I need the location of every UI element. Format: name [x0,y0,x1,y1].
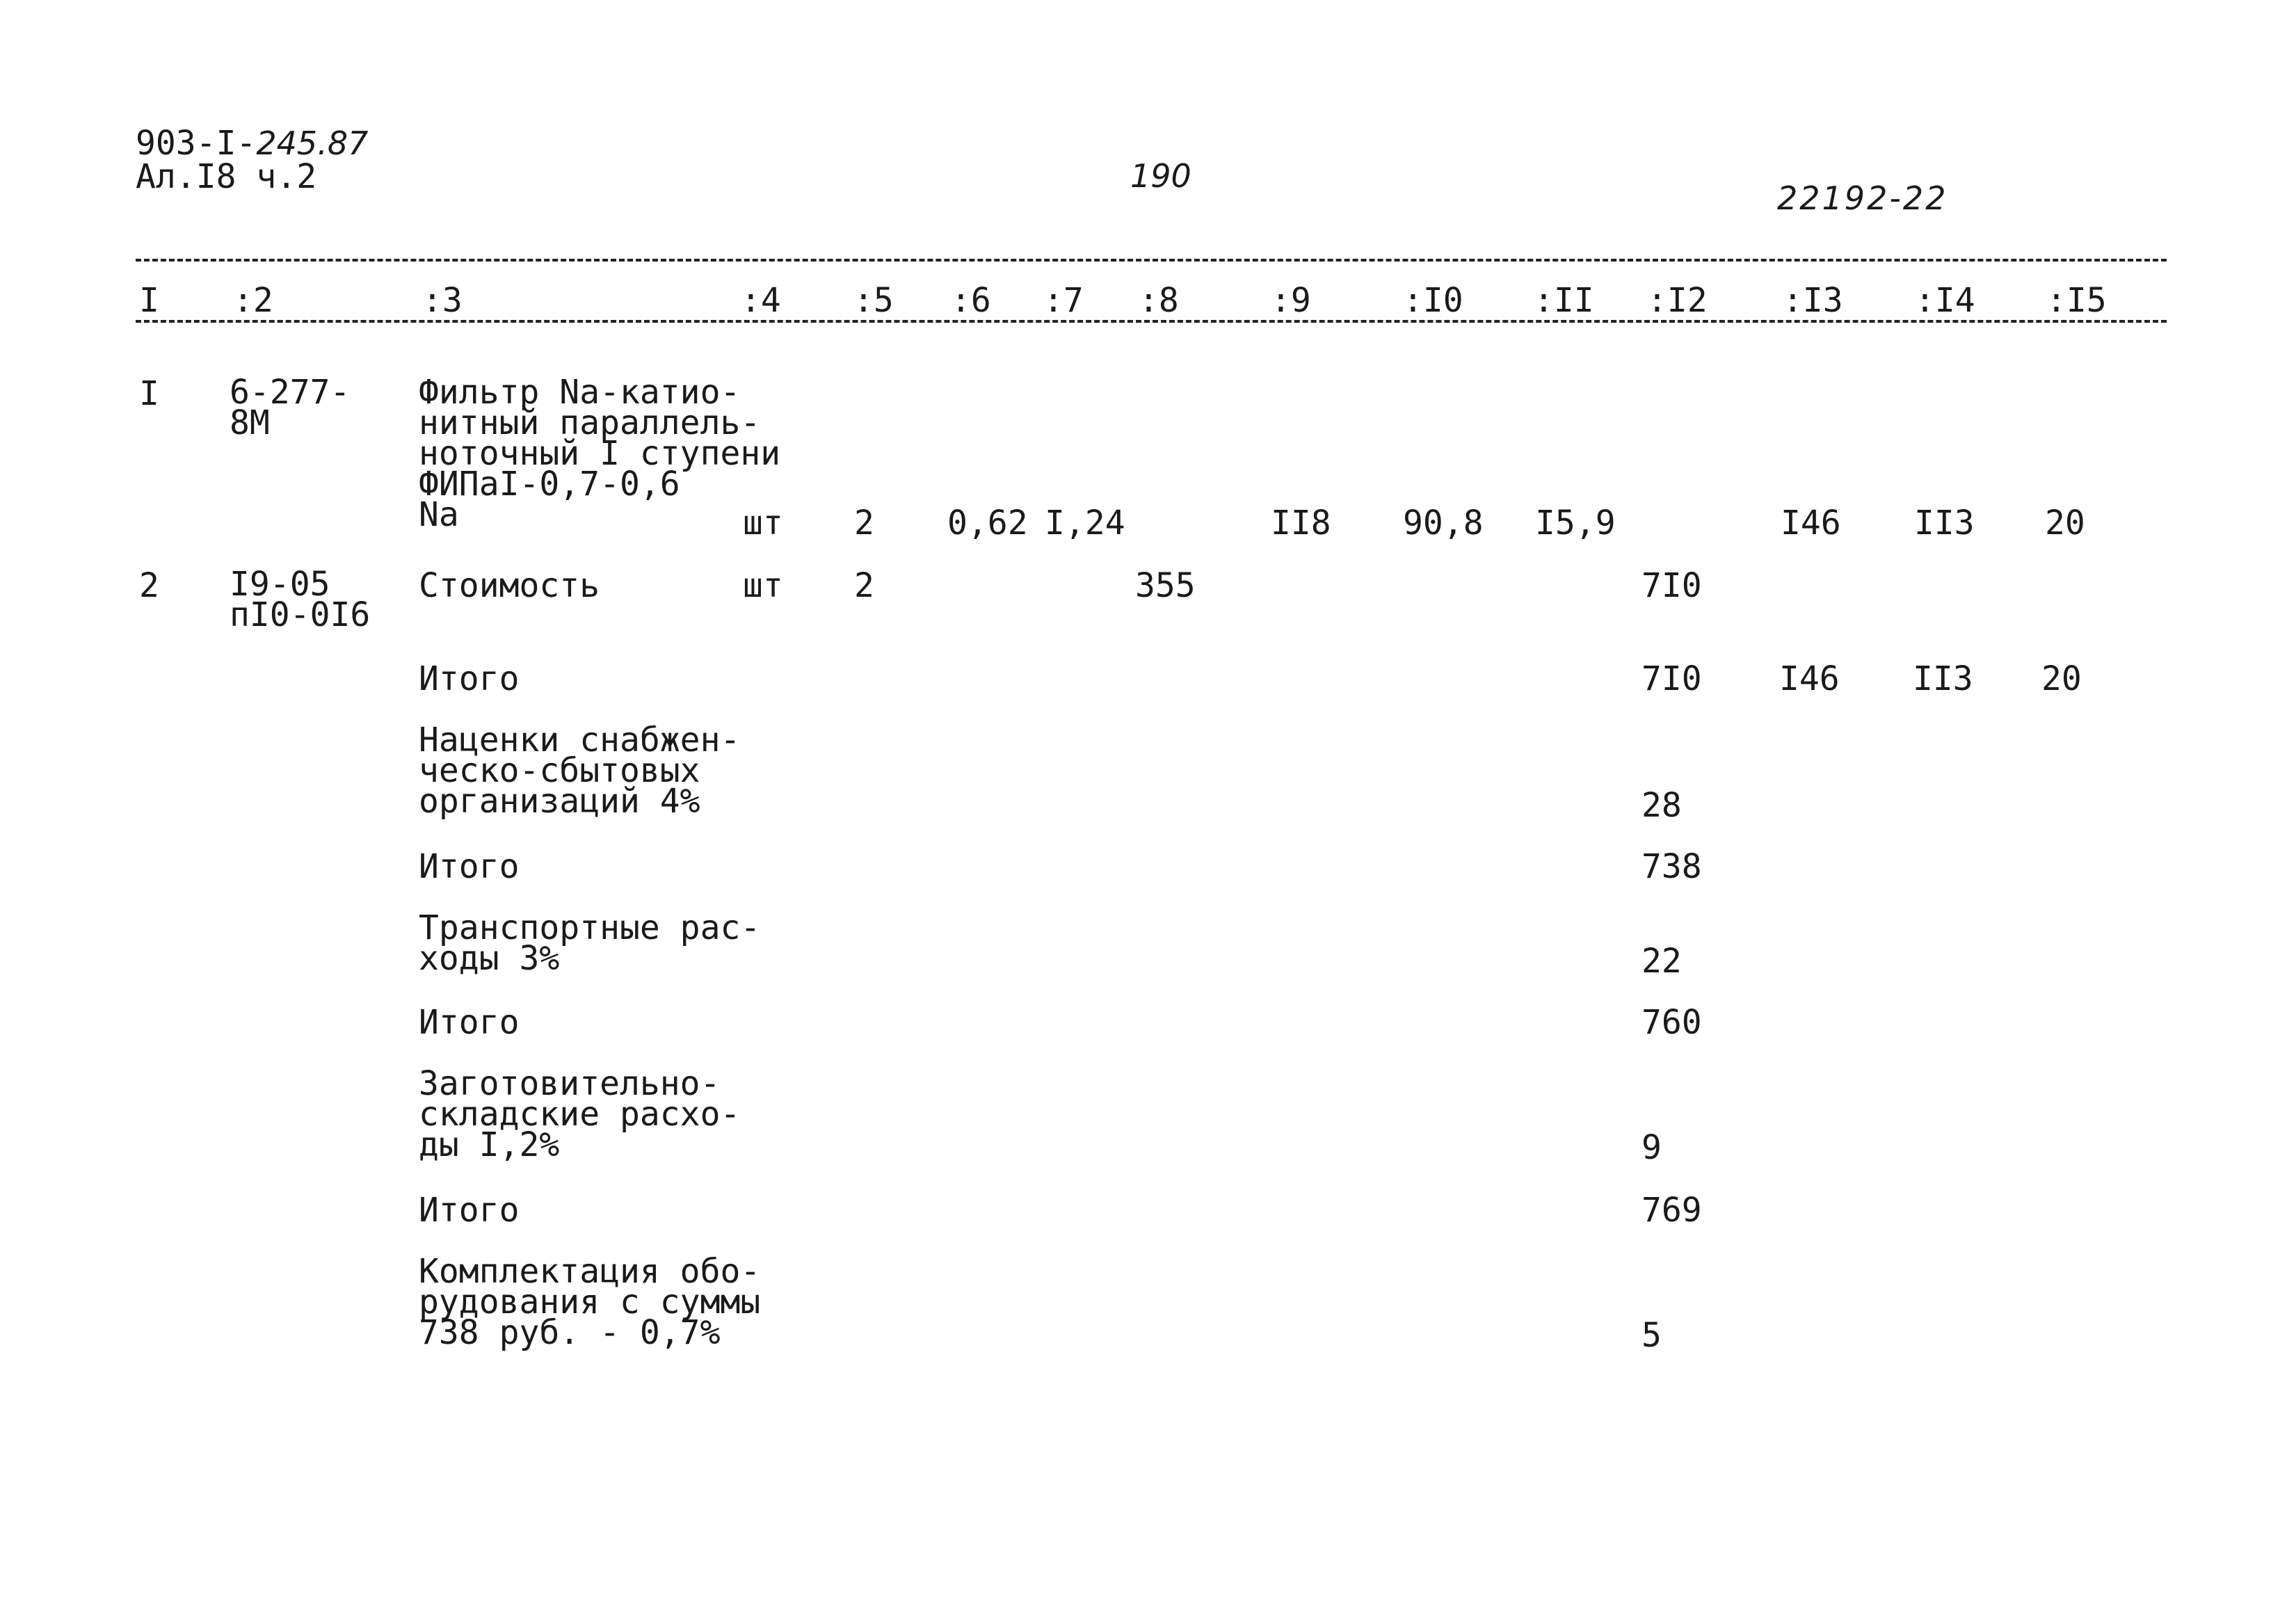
summary-value-col12: 5 [1641,1316,1662,1355]
row-number: I [139,374,159,413]
summary-value-col12: 9 [1641,1128,1662,1167]
summary-value-col12: 769 [1641,1191,1702,1230]
cell-col13: I46 [1781,504,1841,543]
column-header: :4 [741,281,781,320]
item-name: Фильтр Na-катио- нитный параллель- ноточный I ступени ФИПаI-0,7-0,6 Na [419,373,781,534]
reference-number: 22192-22 [1777,179,1948,217]
column-header: :7 [1043,281,1084,320]
header-bottom-rule [136,320,2167,323]
summary-label: Итого [419,847,520,886]
column-header: :6 [951,281,991,320]
summary-value-col12: 7I0 [1641,659,1702,698]
summary-value-col12: 28 [1641,786,1682,825]
summary-value-col15: 20 [2041,659,2082,698]
page-number: 190 [1130,157,1191,195]
summary-value-col12: 738 [1641,847,1702,886]
column-header: :3 [422,281,463,320]
column-header: I [139,281,159,320]
column-header: :I0 [1403,281,1463,320]
price-code: I9-05 пI0-0I6 [230,565,371,634]
column-header: :8 [1139,281,1179,320]
cell-col6: 0,62 [947,504,1028,543]
column-header: :I2 [1647,281,1708,320]
unit: шт [743,566,783,605]
summary-value-col14: II3 [1913,659,1973,698]
row-number: 2 [139,566,159,605]
column-header: :I4 [1915,281,1975,320]
summary-label: Заготовительно- складские расхо- ды I,2% [419,1064,741,1164]
summary-label: Итого [419,1191,520,1230]
cell-col7: I,24 [1045,504,1125,543]
cell-col8: 355 [1135,566,1196,605]
document-code-handwritten: 245.87 [256,125,369,162]
price-code: 6-277- 8М [230,373,351,442]
cell-col9: II8 [1271,504,1331,543]
quantity: 2 [854,566,874,605]
summary-value-col12: 760 [1641,1003,1702,1042]
document-code-printed: 903-I- [136,124,257,163]
summary-label: Комплектация обо- рудования с суммы 738 руб. - 0,7% [419,1252,761,1352]
cell-col10: 90,8 [1403,504,1484,543]
column-header: :5 [853,281,894,320]
summary-label: Итого [419,659,520,698]
cell-col12: 7I0 [1641,566,1702,605]
column-header: :9 [1271,281,1311,320]
summary-label: Итого [419,1003,520,1042]
quantity: 2 [854,504,874,543]
cell-col15: 20 [2045,504,2085,543]
column-header: :I5 [2046,281,2107,320]
header-top-rule [136,259,2167,262]
summary-value-col12: 22 [1641,942,1682,981]
cell-col14: II3 [1914,504,1975,543]
column-header: :II [1534,281,1594,320]
document-code [136,124,369,163]
summary-label: Наценки снабжен- ческо-сбытовых организаций 4% [419,721,741,821]
cell-col11: I5,9 [1535,504,1616,543]
item-name: Стоимость [419,566,600,605]
summary-value-col13: I46 [1779,659,1840,698]
summary-label: Транспортные рас- ходы 3% [419,908,761,978]
column-header: :I3 [1783,281,1843,320]
column-header: :2 [233,281,273,320]
unit: шт [743,504,783,543]
album-reference: Ал.I8 ч.2 [136,157,317,196]
